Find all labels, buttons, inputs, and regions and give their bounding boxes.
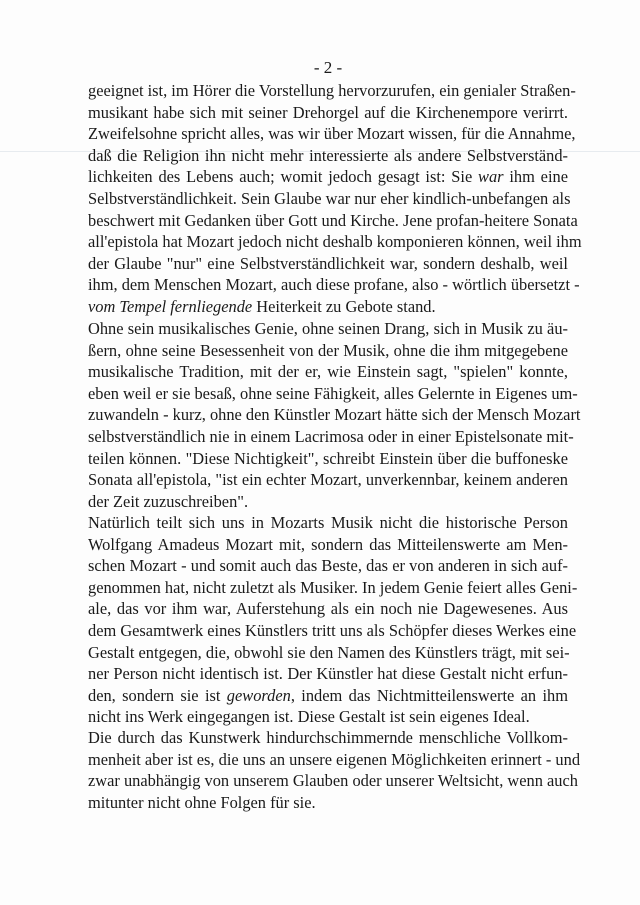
text-run: ale, das vor ihm war, Auferstehung als ein noch nie Dagewesenes. Aus xyxy=(88,599,568,619)
text-run: selbstverständlich nie in einem Lacrimosa oder in einer Epistelsonate mit- xyxy=(88,426,574,446)
text-run: Natürlich teilt sich uns in Mozarts Musik nicht die historische Person xyxy=(88,513,568,532)
text-run: dem Gesamtwerk eines Künstlers tritt uns als Schöpfer dieses Werkes eine xyxy=(88,620,577,640)
text-run: ner Person nicht identisch ist. Der Künstler hat diese Gestalt nicht erfun- xyxy=(88,664,568,684)
text-run: Die durch das Kunstwerk hindurchschimmernde menschliche Vollkom- xyxy=(88,728,568,747)
text-line xyxy=(88,102,568,124)
text-line xyxy=(88,792,568,814)
text-run: Ohne sein musikalisches Genie, ohne seinen Drang, sich in Musik zu äu- xyxy=(88,319,568,338)
text-run: schen Mozart - und somit auch das Beste, das er von anderen in sich auf- xyxy=(88,556,568,576)
text-run: Selbstverständlichkeit. Sein Glaube war nur eher kindlich-unbefangen als xyxy=(88,188,571,208)
text-line xyxy=(88,361,568,383)
text-run: , indem das Nichtmitteilenswerte an ihm xyxy=(290,685,568,705)
text-line xyxy=(88,253,568,275)
text-run: eben weil er sie besaß, ohne seine Fähigkeit, alles Gelernte in Eigenes um- xyxy=(88,383,578,403)
text-line xyxy=(88,577,578,599)
text-run: zuwandeln - kurz, ohne den Künstler Mozart hätte sich der Mensch Mozart xyxy=(88,405,581,425)
text-line xyxy=(88,404,581,426)
text-line xyxy=(88,469,568,491)
text-run: ßern, ohne seine Besessenheit von der Musik, ohne die ihm mitgegebene xyxy=(88,340,568,360)
text-run: musikalische Tradition, mit der er, wie Einstein sagt, "spielen" konnte, xyxy=(88,362,568,382)
text-line xyxy=(88,448,568,470)
text-run: daß die Religion ihn nicht mehr interessierte als andere Selbstverständ- xyxy=(88,145,568,165)
paragraph-4 xyxy=(88,727,581,813)
text-line xyxy=(88,231,582,253)
text-run: mitunter nicht ohne Folgen für sie. xyxy=(88,792,316,812)
emphasis-text: vom Tempel fernliegende xyxy=(88,296,253,316)
text-line xyxy=(88,685,568,707)
text-line xyxy=(88,274,580,296)
text-line xyxy=(88,318,568,340)
text-line xyxy=(88,123,576,145)
text-run: den, sondern sie ist xyxy=(88,685,227,705)
paragraph-2 xyxy=(88,318,581,512)
text-run: Wolfgang Amadeus Mozart mit, sondern das Mitteilenswerte am Men- xyxy=(88,534,568,554)
emphasis-text: geworden xyxy=(226,685,291,705)
text-line xyxy=(88,663,568,685)
text-line xyxy=(88,296,568,318)
text-line xyxy=(88,598,568,620)
text-run: ihm, dem Menschen Mozart, auch diese profane, also - wörtlich übersetzt - xyxy=(88,275,580,295)
text-line xyxy=(88,770,578,792)
text-run: teilen können. "Diese Nichtigkeit", schreibt Einstein über die buffoneske xyxy=(88,448,568,468)
text-run: lichkeiten des Lebens auch; womit jedoch gesagt ist: Sie xyxy=(88,167,479,187)
text-run: Zweifelsohne spricht alles, was wir über Mozart wissen, für die Annahme, xyxy=(88,124,576,144)
text-run: genommen hat, nicht zuletzt als Musiker. In jedem Genie feiert alles Geni- xyxy=(88,577,578,597)
text-line xyxy=(88,642,568,664)
text-run: zwar unabhängig von unserem Glauben oder unserer Weltsicht, wenn auch xyxy=(88,771,578,791)
text-run: geeignet ist, im Hörer die Vorstellung hervorzurufen, ein genialer Straßen- xyxy=(88,81,576,100)
text-line xyxy=(88,727,568,749)
text-line xyxy=(88,166,568,188)
text-run: Gestalt entgegen, die, obwohl sie den Namen des Künstlers trägt, mit sei- xyxy=(88,642,570,662)
text-line xyxy=(88,188,571,210)
text-run: der Glaube "nur" eine Selbstverständlichkeit war, sondern deshalb, weil xyxy=(88,253,568,273)
text-run: der Zeit zuzuschreiben". xyxy=(88,491,249,511)
text-line xyxy=(88,512,568,534)
text-line xyxy=(88,340,568,362)
text-run: ihm eine xyxy=(503,167,568,187)
text-line xyxy=(88,80,576,102)
text-line xyxy=(88,145,568,167)
text-line xyxy=(88,706,568,728)
text-run: musikant habe sich mit seiner Drehorgel auf die Kirchenempore verirrt. xyxy=(88,102,568,122)
paragraph-3 xyxy=(88,512,578,728)
text-line xyxy=(88,383,578,405)
page-number: - 2 - xyxy=(313,58,343,77)
text-run: Heiterkeit zu Gebote stand. xyxy=(252,296,436,316)
text-line xyxy=(88,555,568,577)
text-run: beschwert mit Gedanken über Gott und Kirche. Jene profan-heitere Sonata xyxy=(88,210,578,230)
text-line xyxy=(88,620,577,642)
emphasis-text: war xyxy=(478,167,504,187)
text-line xyxy=(88,749,581,771)
text-line xyxy=(88,534,568,556)
text-run: menheit aber ist es, die uns an unsere eigenen Möglichkeiten erinnert - und xyxy=(88,749,581,769)
text-run: all'epistola hat Mozart jedoch nicht deshalb komponieren können, weil ihm xyxy=(88,232,582,252)
text-run: Sonata all'epistola, "ist ein echter Mozart, unverkennbar, keinem anderen xyxy=(88,470,568,490)
text-line xyxy=(88,426,574,448)
text-run: nicht ins Werk eingegangen ist. Diese Gestalt ist sein eigenes Ideal. xyxy=(88,707,530,727)
text-line xyxy=(88,491,568,513)
paragraph-1 xyxy=(88,80,582,318)
text-line xyxy=(88,210,578,232)
